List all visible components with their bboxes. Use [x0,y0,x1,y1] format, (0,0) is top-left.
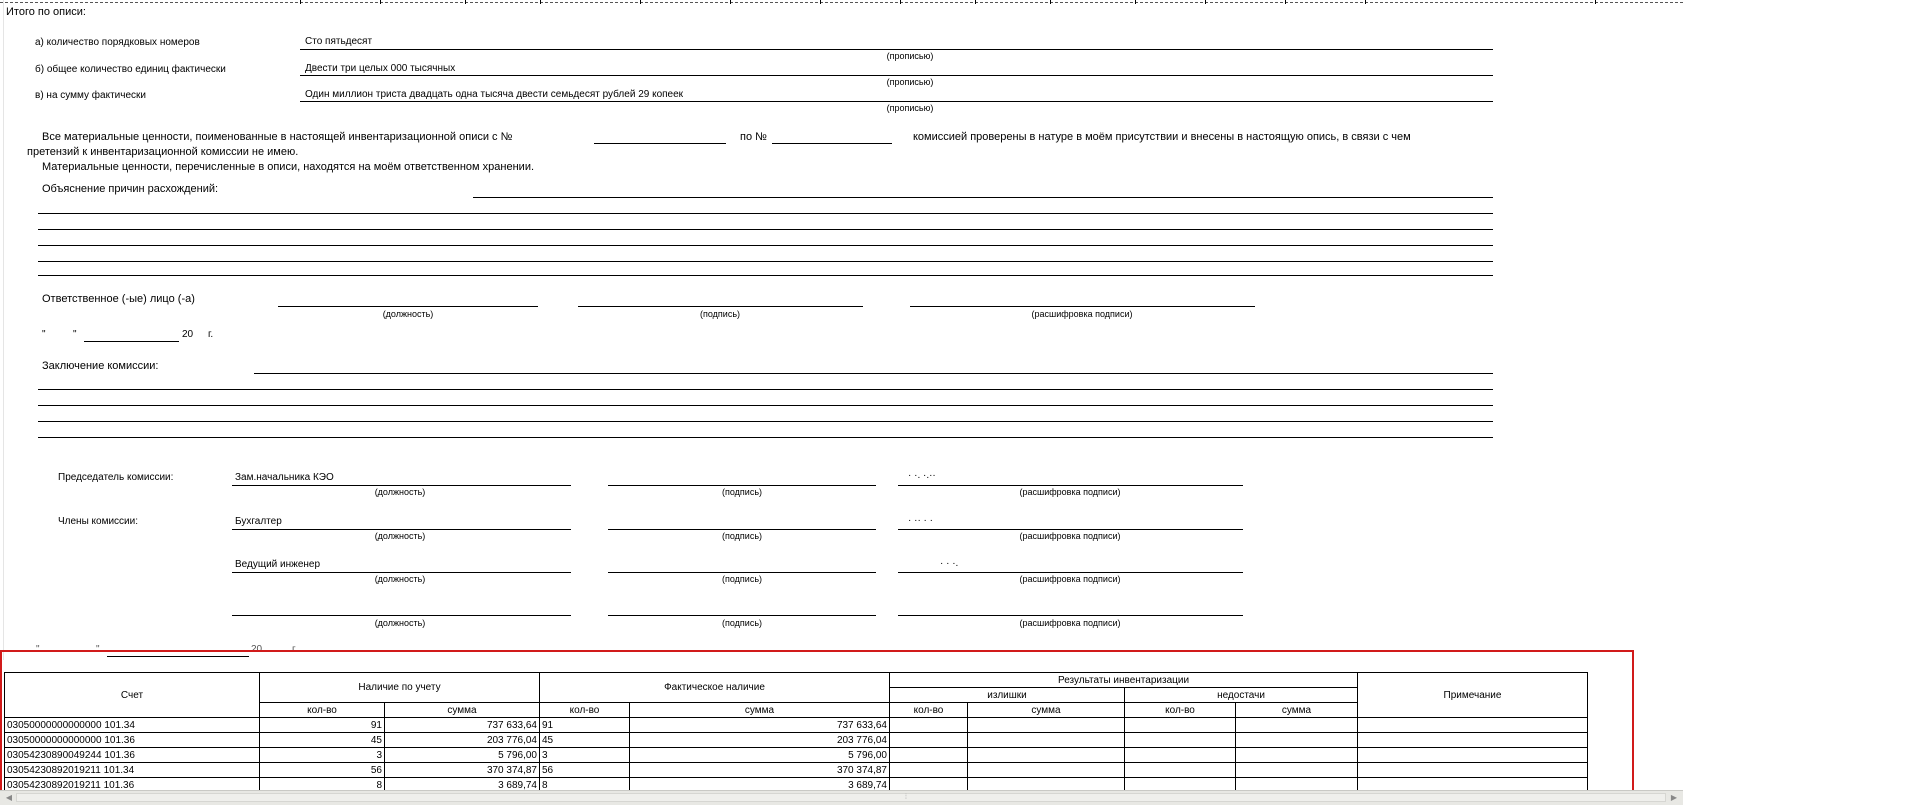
horizontal-scrollbar[interactable] [0,790,1683,805]
table-row[interactable] [5,748,1588,763]
member1-position: Бухгалтер [235,516,282,527]
empty-workspace [1683,0,1914,804]
cell-note[interactable] [1358,733,1588,748]
responsible-signature-caption: (подпись) [699,309,741,319]
cell-act-sum[interactable]: 3 689,74 [630,778,890,793]
header-shortage-sum: сумма [1236,703,1358,718]
cell-act-sum[interactable]: 5 796,00 [630,748,890,763]
member2-position-caption: (должность) [374,574,426,584]
scroll-left-icon[interactable]: ◀ [5,793,13,802]
cell-rec-sum[interactable]: 370 374,87 [385,763,540,778]
chairman-name: · ·. ·.·· [908,470,936,481]
sheet-left-edge [3,0,4,660]
total-label: Итого по описи: [6,6,86,18]
total-units-label: б) общее количество единиц фактически [35,64,226,75]
member2-decode-caption: (расшифровка подписи) [1019,574,1121,584]
member2-name: · · ·. [940,558,959,569]
header-actual: Фактическое наличие [540,673,890,703]
cell-surplus-qty[interactable] [890,748,968,763]
cell-act-sum[interactable]: 737 633,64 [630,718,890,733]
total-count-caption: (прописью) [886,51,934,61]
header-rec-qty: кол-во [260,703,385,718]
chairman-position: Зам.начальника КЭО [235,472,334,483]
cell-shortage-qty[interactable] [1125,733,1236,748]
header-shortage-qty: кол-во [1125,703,1236,718]
member1-decode-caption: (расшифровка подписи) [1019,531,1121,541]
conclusion-label: Заключение комиссии: [42,360,159,372]
cell-surplus-qty[interactable] [890,718,968,733]
cell-surplus-sum[interactable] [968,748,1125,763]
responsible-date-quote-close: " [73,329,77,340]
header-surplus-sum: сумма [968,703,1125,718]
header-account: Счет [5,673,260,718]
statement-custody: Материальные ценности, перечисленные в описи, находятся на моём ответственном хранении. [42,161,535,173]
commission-date-year: 20 [251,644,263,655]
chairman-label: Председатель комиссии: [58,472,174,483]
cell-rec-qty[interactable]: 3 [260,748,385,763]
members-label: Члены комиссии: [58,516,139,527]
cell-rec-sum[interactable]: 3 689,74 [385,778,540,793]
cell-act-sum[interactable]: 370 374,87 [630,763,890,778]
cell-rec-qty[interactable]: 8 [260,778,385,793]
member1-signature-caption: (подпись) [721,531,763,541]
cell-shortage-qty[interactable] [1125,748,1236,763]
cell-act-sum[interactable]: 203 776,04 [630,733,890,748]
responsible-decode-caption: (расшифровка подписи) [1031,309,1133,319]
cell-surplus-qty[interactable] [890,733,968,748]
cell-act-qty[interactable]: 45 [540,733,630,748]
cell-shortage-sum[interactable] [1236,748,1358,763]
total-sum-label: в) на сумму фактически [35,90,146,101]
member1-position-caption: (должность) [374,531,426,541]
commission-date-suffix: г. [292,644,298,655]
total-sum-value: Один миллион триста двадцать одна тысяча двести семьдесят рублей 29 копеек [305,89,684,100]
header-surplus: излишки [890,688,1125,703]
table-row[interactable] [5,718,1588,733]
statement-part-a: Все материальные ценности, поименованные в настоящей инвентаризационной описи с № [42,131,513,143]
cell-act-qty[interactable]: 56 [540,763,630,778]
responsible-label: Ответственное (-ые) лицо (-а) [42,293,195,305]
cell-rec-qty[interactable]: 56 [260,763,385,778]
statement-part-b: по № [740,131,767,143]
cell-account[interactable]: 03054230890049244 101.36 [5,748,260,763]
cell-rec-qty[interactable]: 91 [260,718,385,733]
cell-shortage-sum[interactable] [1236,763,1358,778]
cell-surplus-sum[interactable] [968,733,1125,748]
scroll-thumb[interactable] [16,793,1666,802]
header-act-sum: сумма [630,703,890,718]
statement-part-c: комиссией проверены в натуре в моём присутствии и внесены в настоящую опись, в связи с чем [913,131,1411,143]
member3-signature-caption: (подпись) [721,618,763,628]
cell-shortage-sum[interactable] [1236,733,1358,748]
header-shortage: недостачи [1125,688,1358,703]
cell-surplus-sum[interactable] [968,763,1125,778]
header-act-qty: кол-во [540,703,630,718]
cell-act-qty[interactable]: 8 [540,778,630,793]
chairman-signature-caption: (подпись) [721,487,763,497]
cell-act-qty[interactable]: 3 [540,748,630,763]
cell-surplus-sum[interactable] [968,718,1125,733]
responsible-date-quote-open: " [42,329,46,340]
discrepancy-label: Объяснение причин расхождений: [42,183,219,195]
header-note: Примечание [1358,673,1588,718]
cell-note[interactable] [1358,763,1588,778]
table-header-row-1 [5,673,1588,688]
member3-position-caption: (должность) [374,618,426,628]
cell-account[interactable]: 03050000000000000 101.36 [5,733,260,748]
statement-part-d: претензий к инвентаризационной комиссии не имею. [27,146,299,158]
top-row-remnant [0,0,1914,6]
header-results: Результаты инвентаризации [890,673,1358,688]
chairman-decode-caption: (расшифровка подписи) [1019,487,1121,497]
table-row[interactable] [5,763,1588,778]
table-row[interactable] [5,733,1588,748]
cell-rec-sum[interactable]: 5 796,00 [385,748,540,763]
cell-account[interactable]: 03054230892019211 101.34 [5,763,260,778]
chairman-position-caption: (должность) [374,487,426,497]
commission-date-quote-open: " [36,644,40,655]
cell-rec-qty[interactable]: 45 [260,733,385,748]
total-sum-caption: (прописью) [886,103,934,113]
total-units-caption: (прописью) [886,77,934,87]
responsible-date-year: 20 [182,329,194,340]
cell-rec-sum[interactable]: 203 776,04 [385,733,540,748]
header-rec-sum: сумма [385,703,540,718]
cell-note[interactable] [1358,718,1588,733]
cell-account[interactable]: 03050000000000000 101.34 [5,718,260,733]
inventory-table [4,672,1588,793]
cell-shortage-qty[interactable] [1125,763,1236,778]
cell-surplus-qty[interactable] [890,763,968,778]
member3-decode-caption: (расшифровка подписи) [1019,618,1121,628]
member2-signature-caption: (подпись) [721,574,763,584]
cell-account[interactable]: 03054230892019211 101.36 [5,778,260,793]
cell-act-qty[interactable]: 91 [540,718,630,733]
cell-rec-sum[interactable]: 737 633,64 [385,718,540,733]
total-count-value: Сто пятьдесят [305,36,373,47]
responsible-position-caption: (должность) [382,309,434,319]
commission-date-quote-close: " [96,644,100,655]
member1-name: · ·· · · [908,515,933,526]
total-units-value: Двести три целых 000 тысячных [305,63,456,74]
grip-icon: ⁞ [905,794,907,801]
cell-shortage-sum[interactable] [1236,718,1358,733]
responsible-date-suffix: г. [208,329,214,340]
cell-note[interactable] [1358,748,1588,763]
member2-position: Ведущий инженер [235,559,321,570]
cell-shortage-qty[interactable] [1125,718,1236,733]
header-by-record: Наличие по учету [260,673,540,703]
scroll-right-icon[interactable]: ▶ [1670,793,1678,802]
header-surplus-qty: кол-во [890,703,968,718]
total-count-label: а) количество порядковых номеров [35,37,200,48]
